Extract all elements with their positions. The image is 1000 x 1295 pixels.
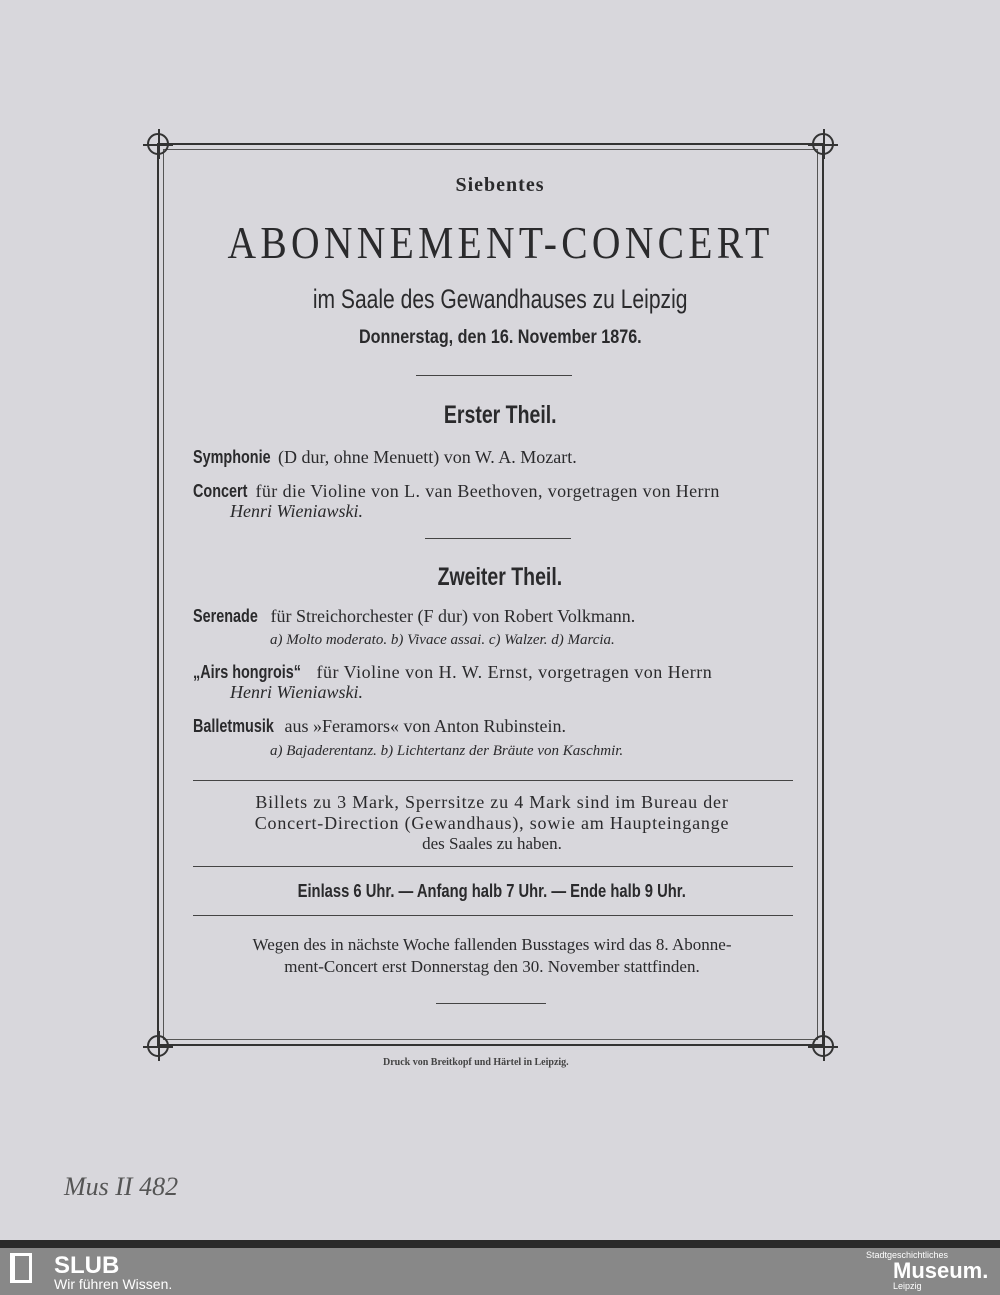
ornament-divider	[416, 375, 572, 376]
divider	[193, 915, 793, 916]
part1-heading-text: Erster Theil.	[443, 401, 557, 429]
times-text: Einlass 6 Uhr. — Anfang halb 7 Uhr. — Ende halb 9 Uhr.	[297, 881, 687, 901]
venue-text: im Saale des Gewandhauses zu Leipzig	[312, 284, 688, 314]
document-frame-inner	[163, 149, 818, 1040]
partner-city: Leipzig	[893, 1281, 922, 1291]
venue	[0, 284, 1000, 315]
program-item	[193, 716, 566, 737]
work-desc: für die Violine von L. van Beethoven, vorgetragen von Herrn	[255, 481, 720, 501]
partner-logo[interactable]: Museum.	[893, 1258, 989, 1283]
book-logo-icon	[10, 1253, 32, 1283]
divider	[193, 780, 793, 781]
program-item	[193, 606, 635, 627]
footer-brand[interactable]: SLUB	[54, 1252, 120, 1279]
work-title: „Airs hongrois“	[193, 662, 302, 682]
concert-date-text: Donnerstag, den 16. November 1876.	[358, 327, 642, 348]
performer: Henri Wieniawski.	[230, 682, 363, 702]
work-desc: für Streichorchester (F dur) von Robert Volkmann.	[270, 606, 636, 626]
divider	[193, 866, 793, 867]
work-desc: aus »Feramors« von Anton Rubinstein.	[284, 716, 567, 736]
part2-heading	[0, 563, 1000, 592]
work-desc: für Violine von H. W. Ernst, vorgetragen von Herrn	[316, 662, 713, 682]
work-title: Serenade	[193, 606, 258, 626]
performer: Henri Wieniawski.	[230, 501, 363, 521]
corner-ornament-icon	[147, 133, 169, 155]
movements: a) Bajaderentanz. b) Lichtertanz der Bräute von Kaschmir.	[270, 743, 624, 759]
part1-heading	[0, 401, 1000, 430]
program-item	[193, 662, 712, 683]
printer-credit: Druck von Breitkopf und Härtel in Leipzig.	[383, 1057, 569, 1068]
concert-title-text: ABONNEMENT-CONCERT	[226, 217, 774, 268]
corner-ornament-icon	[812, 133, 834, 155]
concert-date	[0, 327, 1000, 349]
program-item	[193, 481, 720, 502]
work-title: Concert	[193, 481, 248, 501]
handwritten-shelfmark: Mus II 482	[64, 1172, 179, 1201]
concert-ordinal: Siebentes	[455, 174, 545, 196]
ornament-divider	[436, 1003, 546, 1004]
notice-line: ment-Concert erst Donnerstag den 30. November stattfinden.	[284, 957, 700, 976]
work-title: Balletmusik	[193, 716, 274, 736]
ticket-info-line: Concert-Direction (Gewandhaus), sowie am Haupteingange	[254, 813, 730, 833]
concert-title	[0, 216, 1000, 269]
divider	[425, 538, 571, 539]
notice-line: Wegen des in nächste Woche fallenden Busstages wird das 8. Abonne-	[252, 935, 732, 954]
work-title: Symphonie	[193, 447, 271, 467]
ticket-info-line: des Saales zu haben.	[422, 834, 562, 853]
partner-label: Stadtgeschichtliches	[866, 1250, 949, 1260]
times	[0, 881, 992, 902]
corner-ornament-icon	[812, 1035, 834, 1057]
ticket-info-line: Billets zu 3 Mark, Sperrsitze zu 4 Mark sind im Bureau der	[255, 792, 729, 812]
footer-bar	[0, 1240, 1000, 1295]
part2-heading-text: Zweiter Theil.	[437, 563, 563, 591]
program-item	[193, 447, 577, 468]
work-desc: (D dur, ohne Menuett) von W. A. Mozart.	[278, 447, 577, 467]
footer-tagline: Wir führen Wissen.	[54, 1276, 173, 1292]
corner-ornament-icon	[147, 1035, 169, 1057]
movements: a) Molto moderato. b) Vivace assai. c) Walzer. d) Marcia.	[270, 632, 615, 648]
